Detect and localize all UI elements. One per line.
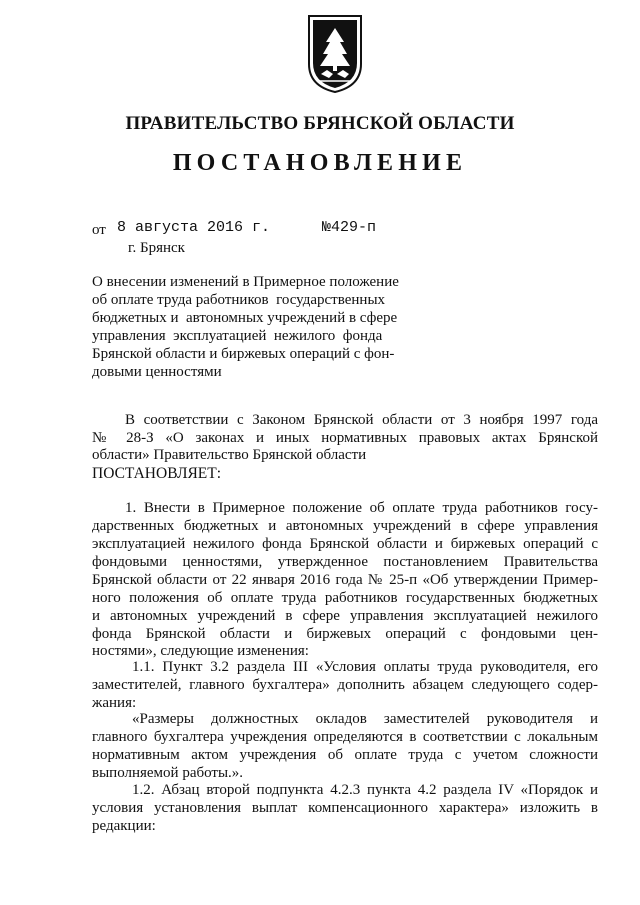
body-line: главного бухгалтера учреждения определяются в соответствии с локальным (92, 729, 598, 745)
body-line: нормативным актом учреждения об оплате труда с учетом сложности (92, 747, 598, 763)
body-line: Брянской области от 22 января 2016 года № 25-п «Об утверждении Пример- (92, 572, 598, 588)
date-from-label: от (92, 222, 106, 238)
document-date: 8 августа 2016 г. (117, 219, 271, 236)
subject-line: бюджетных и автономных учреждений в сфере (92, 310, 398, 326)
body-line: 1. Внести в Примерное положение об оплате труда работников госу- (125, 500, 598, 516)
body-line: фондовыми ценностями, утвержденное постановлением Правительства (92, 554, 598, 570)
document-city: г. Брянск (128, 240, 185, 256)
body-line: эксплуатацией нежилого фонда Брянской области и биржевых операций с (92, 536, 598, 552)
body-line: условия установления выплат компенсационного характера» изложить в (92, 800, 598, 816)
body-line: ностями», следующие изменения: (92, 643, 309, 659)
subject-line: об оплате труда работников государственных (92, 292, 386, 308)
preamble-line: № 28-З «О законах и иных нормативных правовых актах Брянской (92, 430, 598, 446)
body-line: заместителей, главного бухгалтера» дополнить абзацем следующего содер- (92, 677, 598, 693)
subject-line: О внесении изменений в Примерное положение (92, 274, 399, 290)
subject-line: управления эксплуатацией нежилого фонда (92, 328, 383, 344)
body-line: дарственных бюджетных и автономных учреждений в сфере управления (92, 518, 598, 534)
body-line: жания: (92, 695, 137, 711)
subject-line: Брянской области и биржевых операций с фон- (92, 346, 395, 362)
government-name: ПРАВИТЕЛЬСТВО БРЯНСКОЙ ОБЛАСТИ (125, 113, 515, 134)
document-type-title: ПОСТАНОВЛЕНИЕ (172, 150, 468, 176)
body-line: выполняемой работы.». (92, 765, 244, 781)
document-number: №429-п (322, 219, 377, 236)
body-line: 1.1. Пункт 3.2 раздела III «Условия оплаты труда руководителя, его (132, 659, 598, 675)
body-line: «Размеры должностных окладов заместителей руководителя и (132, 711, 598, 727)
coat-of-arms-emblem (303, 14, 367, 94)
body-line: и автономных учреждений в сфере управления эксплуатацией нежилого (92, 608, 598, 624)
body-line: ного положения об оплате труда работников государственных бюджетных (92, 590, 598, 606)
body-line: фонда Брянской области и биржевых операций с фондовыми цен- (92, 626, 598, 642)
body-line: 1.2. Абзац второй подпункта 4.2.3 пункта 4.2 раздела IV «Порядок и (132, 782, 598, 798)
body-line: редакции: (92, 818, 156, 834)
preamble-line: В соответствии с Законом Брянской области от 3 ноября 1997 года (125, 412, 598, 428)
subject-line: довыми ценностями (92, 364, 222, 380)
decree-word: ПОСТАНОВЛЯЕТ: (92, 465, 222, 482)
preamble-line: области» Правительство Брянской области (92, 447, 367, 463)
